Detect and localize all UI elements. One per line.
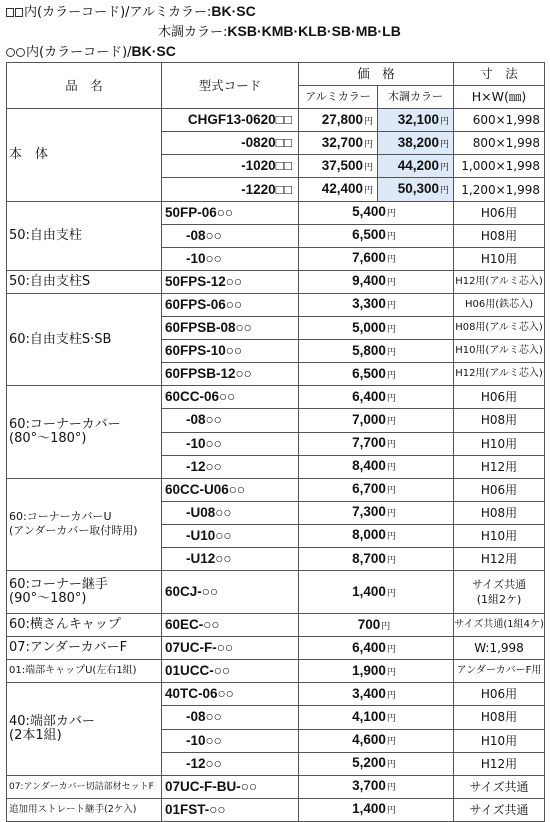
- price-alumi: 42,400円: [299, 178, 378, 201]
- model-code: -08○○: [162, 224, 299, 247]
- header-price-alumi: アルミカラー: [299, 86, 378, 109]
- table-row: [7, 270, 545, 293]
- price: 7,300円: [299, 501, 454, 524]
- dimension: H12用: [454, 547, 545, 570]
- dimension: H06用: [454, 386, 545, 409]
- model-code: -08○○: [162, 706, 299, 729]
- model-code: -U10○○: [162, 524, 299, 547]
- dimension: サイズ共通 (1組2ケ): [454, 571, 545, 614]
- product-name: 01:端部キャップU(左右1組): [7, 660, 162, 683]
- header-price: 価 格: [299, 63, 454, 86]
- model-code: 60FPSB-08○○: [162, 317, 299, 340]
- dimension: サイズ共通: [454, 775, 545, 798]
- model-code: 60CC-U06○○: [162, 478, 299, 501]
- alumi-color-codes: BK·SC: [211, 3, 256, 19]
- model-code: -0820□□: [162, 132, 299, 155]
- model-code: -1020□□: [162, 155, 299, 178]
- product-name: 50:自由支柱S: [7, 270, 162, 293]
- price: 1,900円: [299, 660, 454, 683]
- model-code: 07UC-F-BU-○○: [162, 775, 299, 798]
- table-row: [7, 660, 545, 683]
- table-row: [7, 775, 545, 798]
- dimension: H10用(アルミ芯入): [454, 340, 545, 363]
- header-price-wood: 木調カラー: [378, 86, 454, 109]
- model-code: 60FPS-06○○: [162, 293, 299, 316]
- table-row: [7, 478, 545, 501]
- circle-color-codes: BK·SC: [131, 43, 176, 59]
- price: 9,400円: [299, 270, 454, 293]
- price-table: [6, 62, 545, 822]
- model-code: 50FP-06○○: [162, 201, 299, 224]
- square-mark-icon: [15, 8, 23, 17]
- price: 7,600円: [299, 247, 454, 270]
- price: 3,400円: [299, 683, 454, 706]
- legend-line-circle: 内(カラーコード)/BK·SC: [6, 42, 176, 62]
- table-row: [7, 293, 545, 316]
- price: 6,400円: [299, 386, 454, 409]
- model-code: -12○○: [162, 752, 299, 775]
- price-alumi: 37,500円: [299, 155, 378, 178]
- model-code: -10○○: [162, 247, 299, 270]
- price: 7,000円: [299, 409, 454, 432]
- price: 6,500円: [299, 224, 454, 247]
- product-name: 07:アンダーカバーF: [7, 637, 162, 660]
- table-row: [7, 386, 545, 409]
- price-wood: 32,100円: [378, 109, 454, 132]
- table-row: [7, 571, 545, 614]
- price: 8,700円: [299, 547, 454, 570]
- table-row: [7, 798, 545, 821]
- table-row: [7, 109, 545, 132]
- legend-line-alumi: 内(カラーコード)/アルミカラー:BK·SC: [6, 2, 256, 22]
- header-code: 型式コード: [162, 63, 299, 109]
- model-code: 60FPSB-12○○: [162, 363, 299, 386]
- table-row: [7, 637, 545, 660]
- model-code: -1220□□: [162, 178, 299, 201]
- product-name: 本 体: [7, 109, 162, 201]
- product-name: 07:アンダーカバー切詰部材セットF: [7, 775, 162, 798]
- price: 5,200円: [299, 752, 454, 775]
- dimension: H06用: [454, 201, 545, 224]
- price: 1,400円: [299, 798, 454, 821]
- table-row: [7, 683, 545, 706]
- model-code: -10○○: [162, 432, 299, 455]
- dimension: H10用: [454, 432, 545, 455]
- product-name: 50:自由支柱: [7, 201, 162, 270]
- circle-mark-icon: [16, 48, 25, 57]
- price: 6,700円: [299, 478, 454, 501]
- price-wood: 44,200円: [378, 155, 454, 178]
- model-code: CHGF13-0620□□: [162, 109, 299, 132]
- model-code: 60EC-○○: [162, 614, 299, 637]
- color-code-legend: [0, 0, 550, 60]
- dimension: H10用: [454, 247, 545, 270]
- model-code: -12○○: [162, 455, 299, 478]
- price: 6,500円: [299, 363, 454, 386]
- dimension: 1,200×1,998: [454, 178, 545, 201]
- dimension: H12用: [454, 752, 545, 775]
- price-wood: 50,300円: [378, 178, 454, 201]
- header-dim-unit: H×W(㎜): [454, 86, 545, 109]
- dimension: 600×1,998: [454, 109, 545, 132]
- model-code: 07UC-F-○○: [162, 637, 299, 660]
- price: 5,800円: [299, 340, 454, 363]
- dimension: H06用(鉄芯入): [454, 293, 545, 316]
- dimension: 800×1,998: [454, 132, 545, 155]
- model-code: 01UCC-○○: [162, 660, 299, 683]
- dimension: 1,000×1,998: [454, 155, 545, 178]
- dimension: H08用(アルミ芯入): [454, 317, 545, 340]
- product-name: 追加用ストレート継手(2ケ入): [7, 798, 162, 821]
- price: 5,400円: [299, 201, 454, 224]
- model-code: 40TC-06○○: [162, 683, 299, 706]
- price-wood: 38,200円: [378, 132, 454, 155]
- price: 3,300円: [299, 293, 454, 316]
- dimension: サイズ共通: [454, 798, 545, 821]
- model-code: -10○○: [162, 729, 299, 752]
- dimension: H08用: [454, 706, 545, 729]
- dimension: H10用: [454, 729, 545, 752]
- model-code: -U08○○: [162, 501, 299, 524]
- product-name: 60:コーナー継手 (90°〜180°): [7, 571, 162, 614]
- dimension: H08用: [454, 501, 545, 524]
- price: 4,600円: [299, 729, 454, 752]
- header-name: 品 名: [7, 63, 162, 109]
- dimension: H06用: [454, 683, 545, 706]
- model-code: 50FPS-12○○: [162, 270, 299, 293]
- price-alumi: 27,800円: [299, 109, 378, 132]
- dimension: W:1,998: [454, 637, 545, 660]
- product-name: 60:コーナーカバーU (アンダーカバー取付時用): [7, 478, 162, 570]
- dimension: H10用: [454, 524, 545, 547]
- price: 1,400円: [299, 571, 454, 614]
- product-name: 60:横さんキャップ: [7, 614, 162, 637]
- wood-color-codes: KSB·KMB·KLB·SB·MB·LB: [227, 23, 401, 39]
- dimension: H06用: [454, 478, 545, 501]
- price: 8,000円: [299, 524, 454, 547]
- model-code: 60FPS-10○○: [162, 340, 299, 363]
- price: 4,100円: [299, 706, 454, 729]
- price: 8,400円: [299, 455, 454, 478]
- price: 7,700円: [299, 432, 454, 455]
- product-name: 60:コーナーカバー (80°〜180°): [7, 386, 162, 478]
- model-code: -08○○: [162, 409, 299, 432]
- model-code: 60CC-06○○: [162, 386, 299, 409]
- model-code: -U12○○: [162, 547, 299, 570]
- product-name: 40:端部カバー (2本1組): [7, 683, 162, 775]
- price-alumi: 32,700円: [299, 132, 378, 155]
- circle-mark-icon: [6, 48, 15, 57]
- dimension: H12用(アルミ芯入): [454, 270, 545, 293]
- price: 6,400円: [299, 637, 454, 660]
- dimension: H12用(アルミ芯入): [454, 363, 545, 386]
- dimension: H08用: [454, 224, 545, 247]
- dimension: H12用: [454, 455, 545, 478]
- price: 700円: [299, 614, 454, 637]
- dimension: H08用: [454, 409, 545, 432]
- table-row: [7, 201, 545, 224]
- dimension: アンダーカバーF用: [454, 660, 545, 683]
- table-row: [7, 614, 545, 637]
- header-dim: 寸 法: [454, 63, 545, 86]
- price: 3,700円: [299, 775, 454, 798]
- square-mark-icon: [6, 8, 14, 17]
- model-code: 01FST-○○: [162, 798, 299, 821]
- dimension: サイズ共通(1組4ケ): [454, 614, 545, 637]
- price-table-body: [7, 109, 545, 822]
- product-name: 60:自由支柱S·SB: [7, 293, 162, 385]
- legend-line-wood: 木調カラー:KSB·KMB·KLB·SB·MB·LB: [158, 23, 401, 40]
- model-code: 60CJ-○○: [162, 571, 299, 614]
- price: 5,000円: [299, 317, 454, 340]
